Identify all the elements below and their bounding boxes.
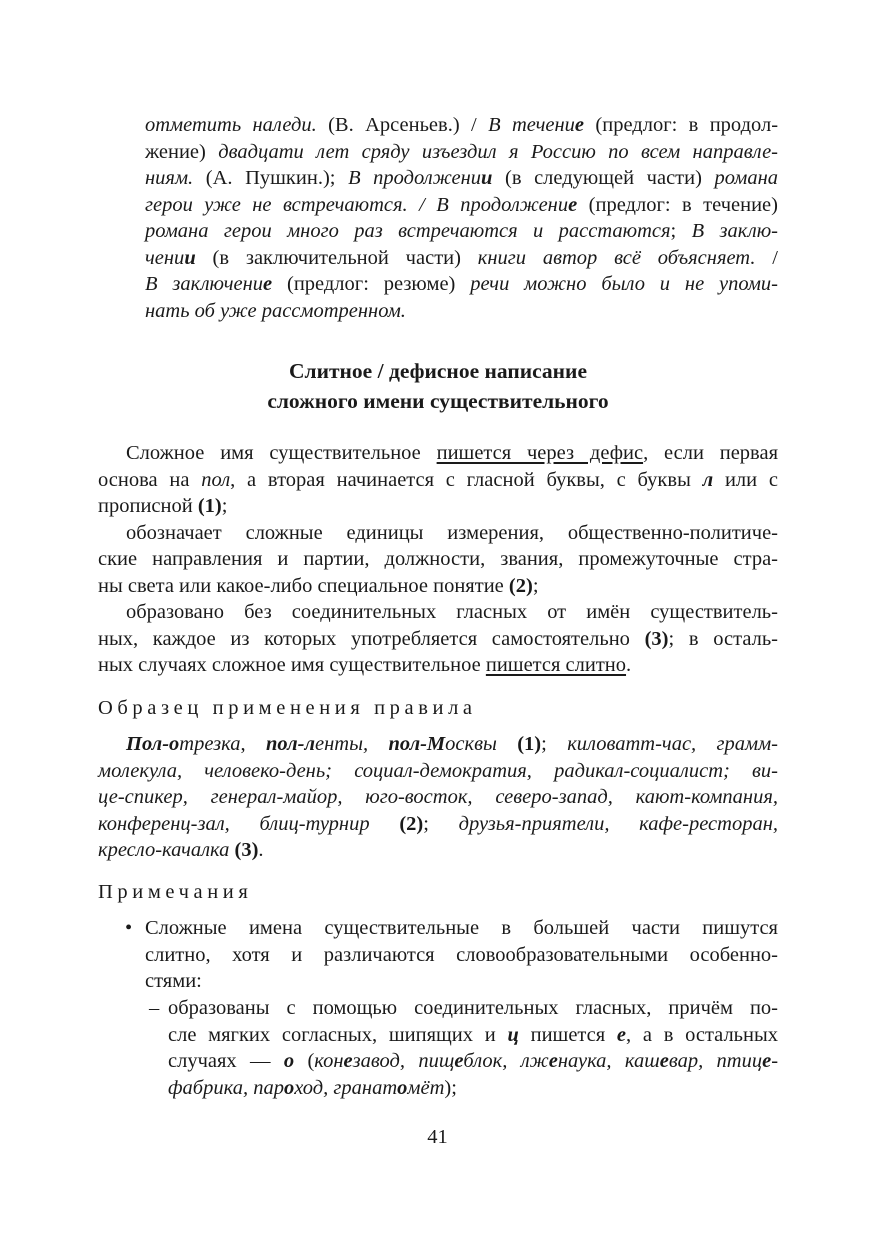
rule-paragraph (98, 440, 778, 679)
text-line: чении (в заключительной части) книги автор всё объясняет. / (145, 246, 778, 269)
text-line: фабрика, пароход, гранатомёт); (168, 1076, 457, 1099)
text-line: образовано без соединительных гласных от имён существитель- (126, 601, 778, 623)
text-line: ниям. (А. Пушкин.); В продолжении (в следующей части) романа (145, 167, 778, 189)
text-line: романа герои много раз встречаются и расстаются; В заклю- (145, 220, 778, 242)
section-title-line-2: сложного имени существительного (267, 389, 609, 413)
text-line: стями: (145, 970, 202, 992)
subheading-example: Образец применения правила (98, 697, 477, 719)
text-line: жение) двадцати лет сряду изъездил я Россию по всем направле- (145, 140, 779, 163)
text-line: ных случаях сложное имя существительное пишется слитно. (98, 654, 632, 676)
text-line: Сложное имя существительное пишется через дефис, если первая (126, 442, 778, 464)
text-line: герои уже не встречаются. / В продолжение (предлог: в течение) (145, 193, 778, 216)
page-number: 41 (427, 1126, 448, 1148)
text-line: ские направления и партии, должности, звания, промежуточные стра- (98, 548, 778, 570)
text-line: сле мягких согласных, шипящих и ц пишется е, а в остальных (168, 1023, 779, 1046)
text-line: слитно, хотя и различаются словообразовательными особенно- (145, 943, 778, 966)
examples-paragraph (98, 731, 778, 864)
text-line: обозначает сложные единицы измерения, общественно-политиче- (126, 521, 778, 544)
text-line: це-спикер, генерал-майор, юго-восток, северо-запад, кают-компания, (98, 786, 778, 808)
notes-bullet-text (145, 915, 778, 995)
text-line: образованы с помощью соединительных гласных, причём по- (168, 997, 778, 1019)
section-title-line-1: Слитное / дефисное написание (289, 359, 587, 383)
text-line: молекула, человеко-день; социал-демократия, радикал-социалист; ви- (98, 759, 778, 782)
text-line: нать об уже рассмотренном. (145, 299, 406, 322)
bullet-icon: • (125, 917, 133, 939)
text-line: случаях — о (конезавод, пищеблок, лженаука, кашевар, птице- (168, 1050, 779, 1072)
text-line: ны света или какое-либо специальное понятие (2); (98, 574, 539, 597)
text-line: ных, каждое из которых употребляется самостоятельно (3); в осталь- (98, 627, 778, 650)
text-line: Сложные имена существительные в большей части пишутся (145, 917, 778, 939)
notes-dash-text (168, 995, 778, 1101)
quote-continuation (145, 112, 778, 324)
text-line: конференц-зал, блиц-турнир (2); друзья-приятели, кафе-ресторан, (98, 812, 779, 835)
text-line: прописной (1); (98, 495, 228, 517)
dash-icon: – (149, 997, 160, 1019)
text-line: В заключение (предлог: резюме) речи можно было и не упоми- (145, 273, 778, 295)
subheading-notes: Примечания (98, 881, 253, 903)
text-line: отметить наледи. (В. Арсеньев.) / В течение (предлог: в продол- (145, 114, 779, 136)
text-line: Пол-отрезка, пол-ленты, пол-Москвы (1); киловатт-час, грамм- (126, 733, 778, 755)
text-line: кресло-качалка (3). (98, 839, 264, 861)
text-line: основа на пол, а вторая начинается с гласной буквы, с буквы л или с (98, 468, 778, 491)
